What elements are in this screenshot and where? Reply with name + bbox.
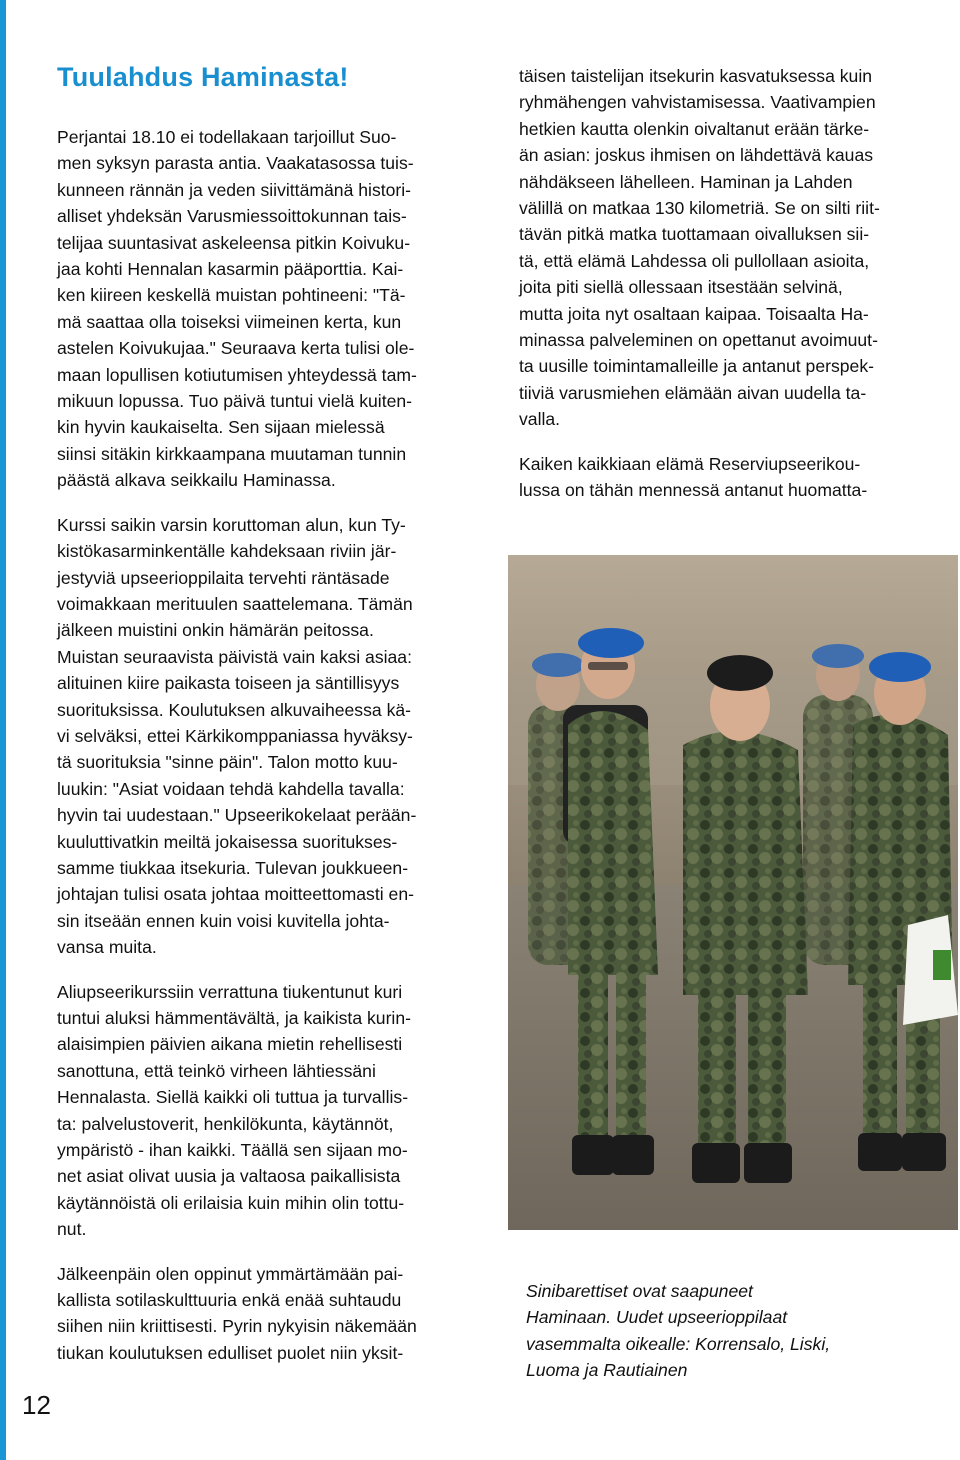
text-line: net asiat olivat uusia ja valtaosa paikallisista — [57, 1166, 401, 1187]
text-line: Luoma ja Rautiainen — [526, 1360, 688, 1381]
text-line: kallista sotilaskulttuuria enkä enää suhtaudu — [57, 1290, 402, 1311]
page-number: 12 — [22, 1390, 51, 1420]
text-line: kistökasarminkentälle kahdeksaan riviin jär- — [57, 541, 397, 562]
text-line: mä saattaa olla toiseksi viimeinen kerta, kun — [57, 311, 402, 332]
text-line: vasemmalta oikealle: Korrensalo, Liski, — [526, 1333, 831, 1354]
text-line: tuntui aluksi hämmentävältä, ja kaikista kurin- — [57, 1008, 411, 1028]
text-line: siihen niin kriittisesti. Pyrin nykyisin näkemään — [57, 1316, 417, 1337]
accent-bar — [0, 0, 6, 1460]
text-line: ta: palvelustoverit, henkilökunta, käytännöt, — [57, 1113, 394, 1134]
text-line: luukin: "Asiat voidaan tehdä kahdella tavalla: — [57, 778, 405, 799]
text-line: alaisimpien päivien aikana mietin rehellisesti — [57, 1034, 403, 1055]
soldiers-photo-illustration — [508, 555, 958, 1230]
text-line: ken kiireen keskellä muistan pohtineeni: "Tä- — [57, 285, 406, 306]
text-line: jälkeen muistini onkin hämärän peitossa. — [57, 620, 374, 641]
text-line: Muistan seuraavista päivistä vain kaksi asiaa: — [57, 646, 412, 667]
text-line: hyvin tai uudestaan." Upseerikokelaat perään- — [57, 805, 417, 826]
text-line: Haminaan. Uudet upseerioppilaat — [526, 1307, 788, 1328]
text-line: päästä alkava seikkailu Haminassa. — [57, 470, 336, 491]
text-line: Kurssi saikin varsin koruttoman alun, kun Ty- — [57, 514, 406, 535]
text-line: mutta joita nyt osaltaan kaipaa. Toisaalta Ha- — [519, 303, 869, 324]
text-line: astelen Koivukujaa." Seuraava kerta tulisi ole- — [57, 338, 415, 359]
text-line: tä, että elämä Lahdessa oli pullollaan asioita, — [519, 250, 870, 271]
text-line: voimakkaan merituulen saattelemana. Tämän — [57, 593, 413, 614]
text-line: ympäristö - ihan kaikki. Täällä sen sijaan mo- — [57, 1140, 408, 1161]
text-line: joita piti siellä ollessaan itsestään selvinä, — [519, 277, 843, 298]
text-line: vi selväksi, ettei Kärkikomppaniassa hyväksy- — [57, 725, 413, 746]
text-line: tävän pitkä matka tuottamaan oivalluksen sii- — [519, 224, 870, 245]
text-line: käytännöistä oli erilaisia kuin mihin olin tottu- — [57, 1192, 405, 1213]
text-line: tä suorituksia "sinne päin". Talon motto kuu- — [57, 752, 398, 773]
text-line: kuuluttivatkin meiltä jokaisessa suoritukses- — [57, 831, 398, 852]
text-line: Jälkeenpäin olen oppinut ymmärtämään pai- — [57, 1263, 404, 1284]
text-line: kunneen rännän ja veden siivittämänä histori- — [57, 179, 412, 200]
paragraph-6 — [519, 451, 959, 504]
text-line: sin itseään ennen kuin voisi kuvitella johta- — [57, 910, 390, 931]
text-line: samme tiukkaa itsekuria. Tulevan joukkueen- — [57, 857, 409, 878]
text-line: valla. — [519, 409, 561, 430]
text-line: telijaa suuntasivat askeleensa pitkin Koivuku- — [57, 232, 411, 253]
text-line: lussa on tähän mennessä antanut huomatta- — [519, 480, 868, 501]
text-line: ta uusille toimintamalleille ja antanut perspek- — [519, 356, 874, 377]
text-line: siinsi sitäkin kirkkaampana muutaman tunnin — [57, 443, 407, 464]
photo-caption — [526, 1278, 946, 1384]
paragraph-3 — [57, 979, 495, 1243]
text-line: maan lopullisen kotiutumisen yhteydessä tam- — [57, 364, 417, 385]
text-line: Aliupseerikurssiin verrattuna tiukentunut kuri — [57, 981, 403, 1002]
text-line: johtajan tulisi osata johtaa moitteettomasti en- — [57, 884, 414, 905]
text-line: men syksyn parasta antia. Vaakatasossa tuis- — [57, 153, 414, 174]
text-line: kin hyvin kaukaiselta. Sen sijaan mielessä — [57, 417, 385, 438]
text-line: jestyviä upseerioppilaita tervehti räntäsade — [57, 567, 390, 588]
text-line: jaa kohti Hennalan kasarmin pääporttia. Kai- — [57, 259, 404, 280]
text-line: alituinen kiire paikasta toiseen ja säntillisyys — [57, 673, 400, 694]
paragraph-5 — [519, 63, 959, 433]
paragraph-4 — [57, 1261, 495, 1367]
text-line: täisen taistelijan itsekurin kasvatuksessa kuin — [519, 66, 873, 86]
paragraph-1 — [57, 124, 495, 494]
right-column — [519, 63, 959, 522]
text-line: Sinibarettiset ovat saapuneet — [526, 1281, 753, 1301]
text-line: minassa palveleminen on opettanut avoimuut- — [519, 330, 878, 351]
text-line: nut. — [57, 1219, 87, 1240]
text-line: hetkien kautta olenkin oivaltanut erään tärke- — [519, 118, 870, 139]
paragraph-2 — [57, 512, 495, 961]
text-line: ryhmähengen vahvistamisessa. Vaativampien — [519, 92, 876, 113]
left-column — [57, 124, 495, 1384]
text-line: välillä on matkaa 130 kilometriä. Se on silti riit- — [519, 198, 880, 219]
text-line: nähdäkseen lähelleen. Haminan ja Lahden — [519, 171, 853, 192]
text-line: vansa muita. — [57, 937, 157, 958]
text-line: Hennalasta. Siellä kaikki oli tuttua ja turvallis- — [57, 1087, 409, 1108]
text-line: tiiviä varusmiehen elämään aivan uudella ta- — [519, 382, 867, 403]
text-line: suorituksissa. Koulutuksen alkuvaiheessa kä- — [57, 699, 412, 720]
text-line: tiukan koulutuksen edulliset puolet niin yksit- — [57, 1342, 404, 1363]
text-line: än asian: joskus ihmisen on lähdettävä kauas — [519, 145, 874, 166]
text-line: Perjantai 18.10 ei todellakaan tarjoillut Suo- — [57, 127, 397, 147]
text-line: mikuun lopussa. Tuo päivä tuntui vielä kuiten- — [57, 391, 413, 412]
text-line: Kaiken kaikkiaan elämä Reserviupseerikou- — [519, 453, 861, 474]
article-title: Tuulahdus Haminasta! — [57, 62, 349, 92]
text-line: sanottuna, että teinkö virheen lähtiessäni — [57, 1060, 376, 1081]
text-line: alliset yhdeksän Varusmiessoittokunnan tais- — [57, 206, 407, 227]
soldiers-photo — [508, 555, 958, 1230]
